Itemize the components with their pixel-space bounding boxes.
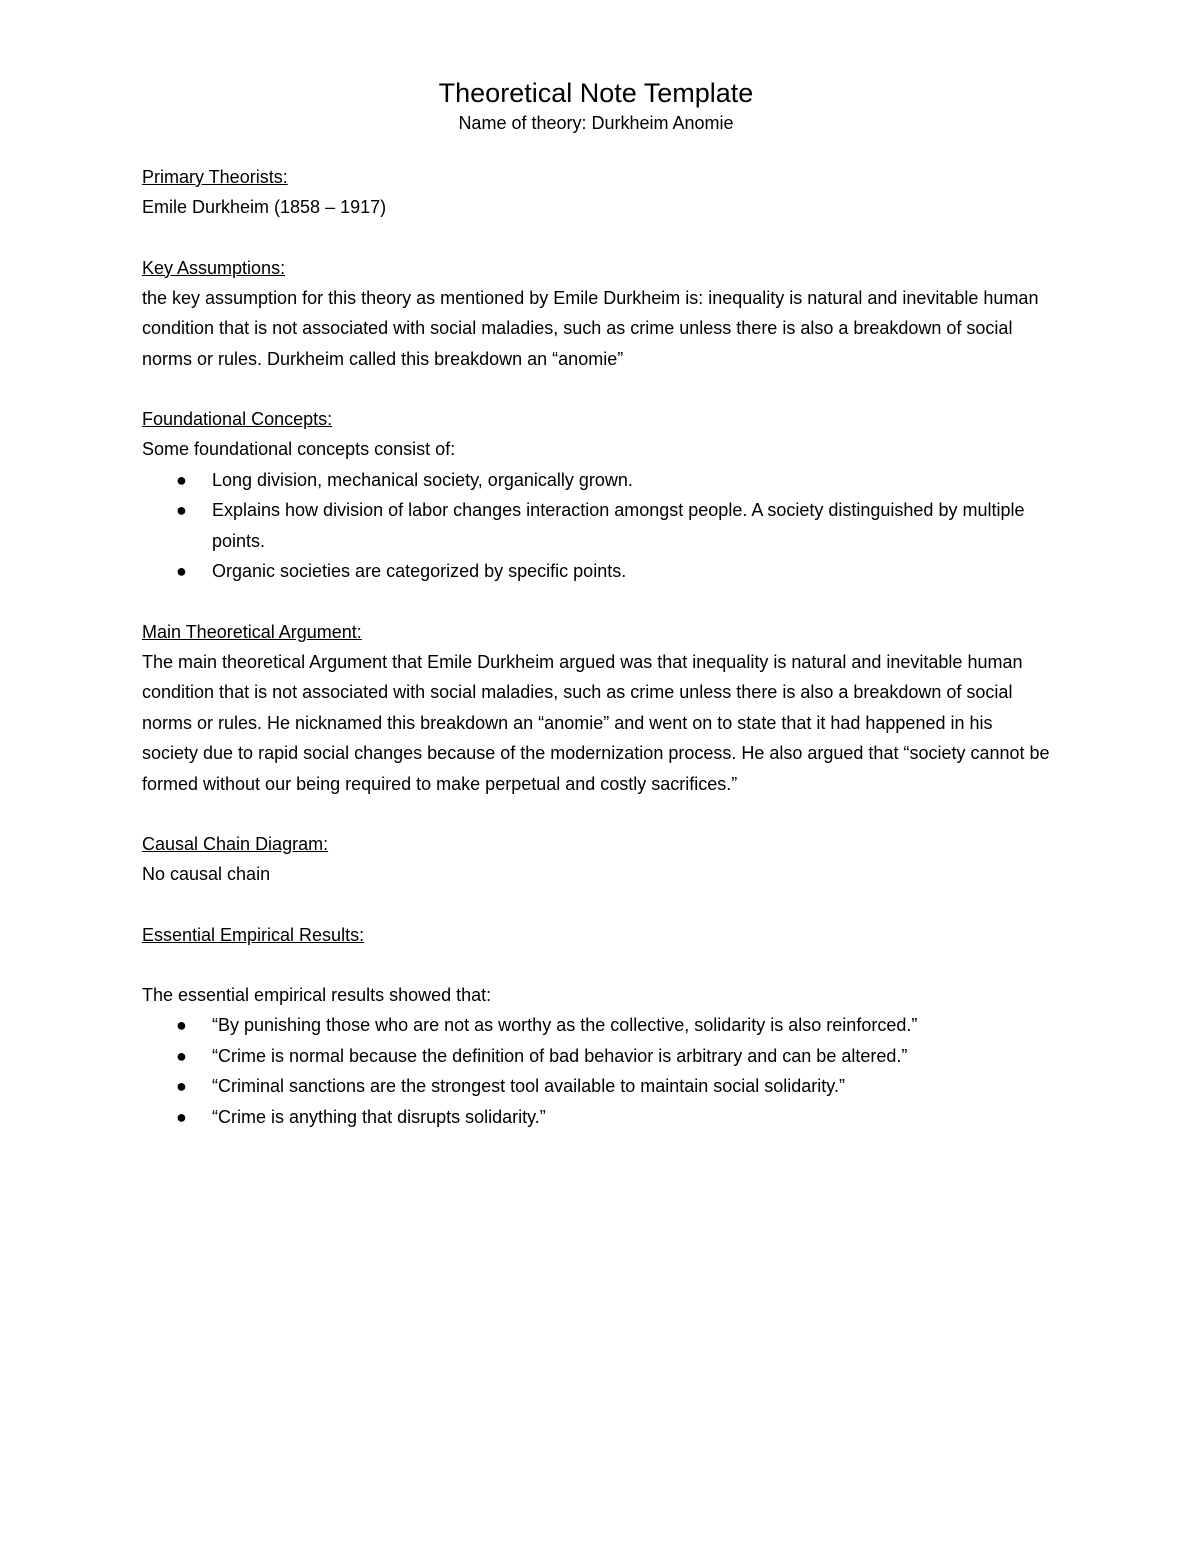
section-intro: Some foundational concepts consist of: bbox=[142, 439, 456, 459]
section-intro: The essential empirical results showed that: bbox=[142, 984, 492, 1005]
section-heading: Main Theoretical Argument: bbox=[142, 621, 362, 642]
document-title: Theoretical Note Template bbox=[438, 78, 754, 108]
section-text: the key assumption for this theory as mentioned by Emile Durkheim is: inequality is natural and inevitable human condition that is not associated with social maladies, such as crime unless there is also a breakdown of social norms or rules. Durkheim called this breakdown an “anomie” bbox=[142, 287, 1039, 369]
bullet-icon: ● bbox=[176, 1076, 187, 1096]
list-item: ● Explains how division of labor changes interaction amongst people. A society distinguished by multiple points. bbox=[212, 495, 1050, 556]
bullet-list bbox=[142, 1010, 1050, 1132]
list-item: ● “By punishing those who are not as worthy as the collective, solidarity is also reinforced.” bbox=[212, 1010, 1050, 1041]
bullet-icon: ● bbox=[176, 469, 187, 490]
list-item: ● “Crime is anything that disrupts solidarity.” bbox=[212, 1102, 1050, 1133]
section-heading: Foundational Concepts: bbox=[142, 409, 333, 429]
bullet-list bbox=[142, 465, 1050, 587]
section-foundational-concepts bbox=[142, 404, 1050, 587]
section-text: Emile Durkheim (1858 – 1917) bbox=[142, 197, 387, 217]
list-item: ● “Crime is normal because the definition of bad behavior is arbitrary and can be altered.” bbox=[212, 1041, 1050, 1072]
section-text: The main theoretical Argument that Emile Durkheim argued was that inequality is natural and inevitable human condition that is not associated with social maladies, such as crime unless there is also a breakdown of social norms or rules. He nicknamed this breakdown an “anomie” and went on to state that it had happened in his society due to rapid social changes because of the modernization process. He also argued that “society cannot be formed without our being required to make perpetual and costly sacrifices.” bbox=[142, 651, 1050, 794]
document-subtitle: Name of theory: Durkheim Anomie bbox=[458, 113, 734, 133]
bullet-icon: ● bbox=[176, 1045, 187, 1066]
list-item: ● Long division, mechanical society, organically grown. bbox=[212, 465, 1050, 496]
bullet-icon: ● bbox=[176, 1015, 187, 1035]
bullet-icon: ● bbox=[176, 500, 187, 520]
section-main-argument bbox=[142, 617, 1050, 800]
list-item: ● Organic societies are categorized by specific points. bbox=[212, 556, 1050, 587]
bullet-icon: ● bbox=[176, 561, 187, 581]
section-text: No causal chain bbox=[142, 864, 271, 884]
blank-line bbox=[142, 950, 1050, 980]
section-heading: Key Assumptions: bbox=[142, 257, 286, 278]
section-empirical-results bbox=[142, 920, 1050, 1133]
section-primary-theorists bbox=[142, 162, 1050, 223]
section-causal-chain bbox=[142, 829, 1050, 890]
section-heading: Causal Chain Diagram: bbox=[142, 834, 329, 854]
list-item: ● “Criminal sanctions are the strongest tool available to maintain social solidarity.” bbox=[212, 1071, 1050, 1102]
section-heading: Primary Theorists: bbox=[142, 167, 288, 187]
section-key-assumptions bbox=[142, 253, 1050, 375]
bullet-icon: ● bbox=[176, 1106, 187, 1127]
section-heading: Essential Empirical Results: bbox=[142, 924, 365, 945]
